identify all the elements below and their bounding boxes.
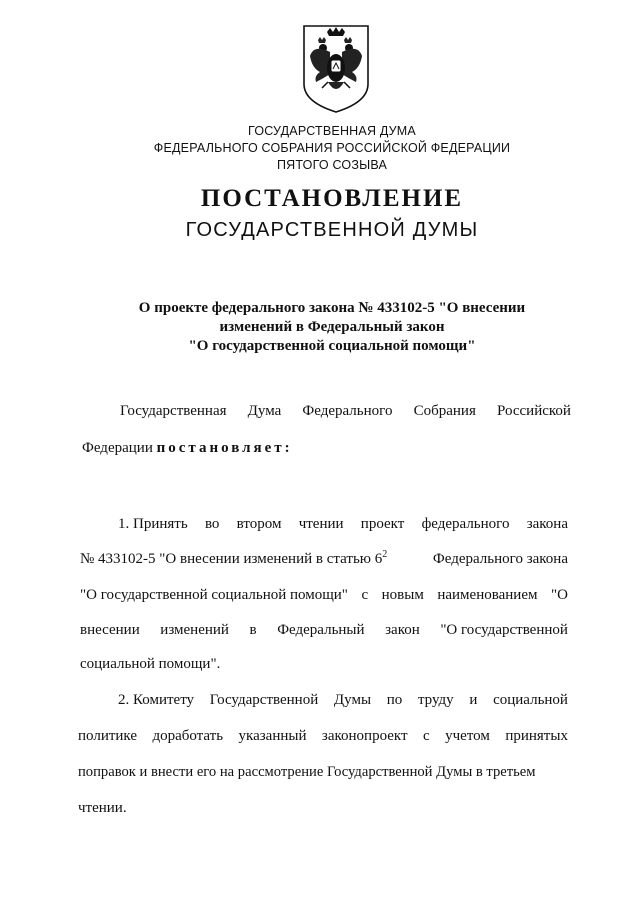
preamble-lead: Федерации: [82, 440, 153, 456]
word: наименованием: [437, 587, 538, 603]
word: внесении: [80, 622, 140, 638]
item1-line-2-text: [80, 551, 387, 568]
word: Федеральный: [277, 622, 365, 638]
word: Государственная: [120, 403, 227, 419]
item1-line-2-post: Федерального закона: [432, 551, 568, 567]
word: Федерального: [302, 403, 393, 419]
word: закон: [385, 622, 420, 638]
word: с: [361, 587, 369, 603]
word: Думы: [333, 692, 372, 708]
word: федерального: [421, 516, 510, 532]
word: политике: [78, 728, 137, 744]
word: проект: [360, 516, 405, 532]
word: "О государственной: [440, 622, 568, 638]
word: Государственной: [209, 692, 319, 708]
word: по: [386, 692, 403, 708]
item1-line-5: социальной помощи".: [80, 656, 221, 672]
header-line-1: ГОСУДАРСТВЕННАЯ ДУМА: [248, 124, 416, 138]
word: изменений: [160, 622, 229, 638]
item2-line-4: чтении.: [78, 800, 127, 816]
item1-line-1: [118, 516, 568, 533]
word: учетом: [445, 728, 490, 744]
word: Российской: [497, 403, 571, 419]
word: законопроект: [321, 728, 408, 744]
word: и: [469, 692, 478, 708]
subject-line-3: "О государственной социальной помощи": [188, 338, 476, 354]
header-line-3: ПЯТОГО СОЗЫВА: [276, 158, 388, 172]
word: указанный: [238, 728, 307, 744]
word: 1. Принять: [118, 516, 188, 532]
word: Дума: [247, 403, 282, 419]
word: "О государственной социальной помощи": [80, 587, 348, 603]
document-subtitle: ГОСУДАРСТВЕННОЙ ДУМЫ: [185, 219, 479, 241]
subject-line-1: О проекте федерального закона № 433102-5 "О внесении: [138, 300, 526, 316]
superscript: 2: [382, 549, 388, 560]
word: втором: [236, 516, 282, 532]
preamble-line-2: [82, 440, 293, 457]
subject-line-2: изменений в Федеральный закон: [219, 319, 445, 335]
word: новым: [381, 587, 424, 603]
preamble-decree-word: постановляет:: [156, 440, 293, 456]
word: закона: [526, 516, 568, 532]
word: социальной: [493, 692, 568, 708]
coat-of-arms-emblem-icon: [300, 22, 372, 114]
word: доработать: [152, 728, 224, 744]
word: с: [423, 728, 430, 744]
word: труду: [417, 692, 454, 708]
item2-line-2: [78, 728, 568, 745]
header-line-2: ФЕДЕРАЛЬНОГО СОБРАНИЯ РОССИЙСКОЙ ФЕДЕРАЦИИ: [153, 141, 511, 155]
preamble-line-1: [120, 403, 571, 420]
document-title: ПОСТАНОВЛЕНИЕ: [200, 185, 464, 212]
word: 2. Комитету: [118, 692, 195, 708]
word: во: [204, 516, 220, 532]
word: чтении: [298, 516, 344, 532]
word: в: [249, 622, 257, 638]
item2-line-3: поправок и внести его на рассмотрение Государственной Думы в третьем: [78, 764, 536, 780]
item2-line-1: [118, 692, 568, 709]
item1-line-3: [80, 587, 568, 604]
word: Собрания: [413, 403, 476, 419]
item1-line-4: [80, 622, 568, 639]
item1-line-2-pre: № 433102-5 "О внесении изменений в статью 6: [80, 551, 383, 567]
word: "О: [551, 587, 568, 603]
item1-line-2: [80, 551, 568, 568]
word: принятых: [505, 728, 568, 744]
